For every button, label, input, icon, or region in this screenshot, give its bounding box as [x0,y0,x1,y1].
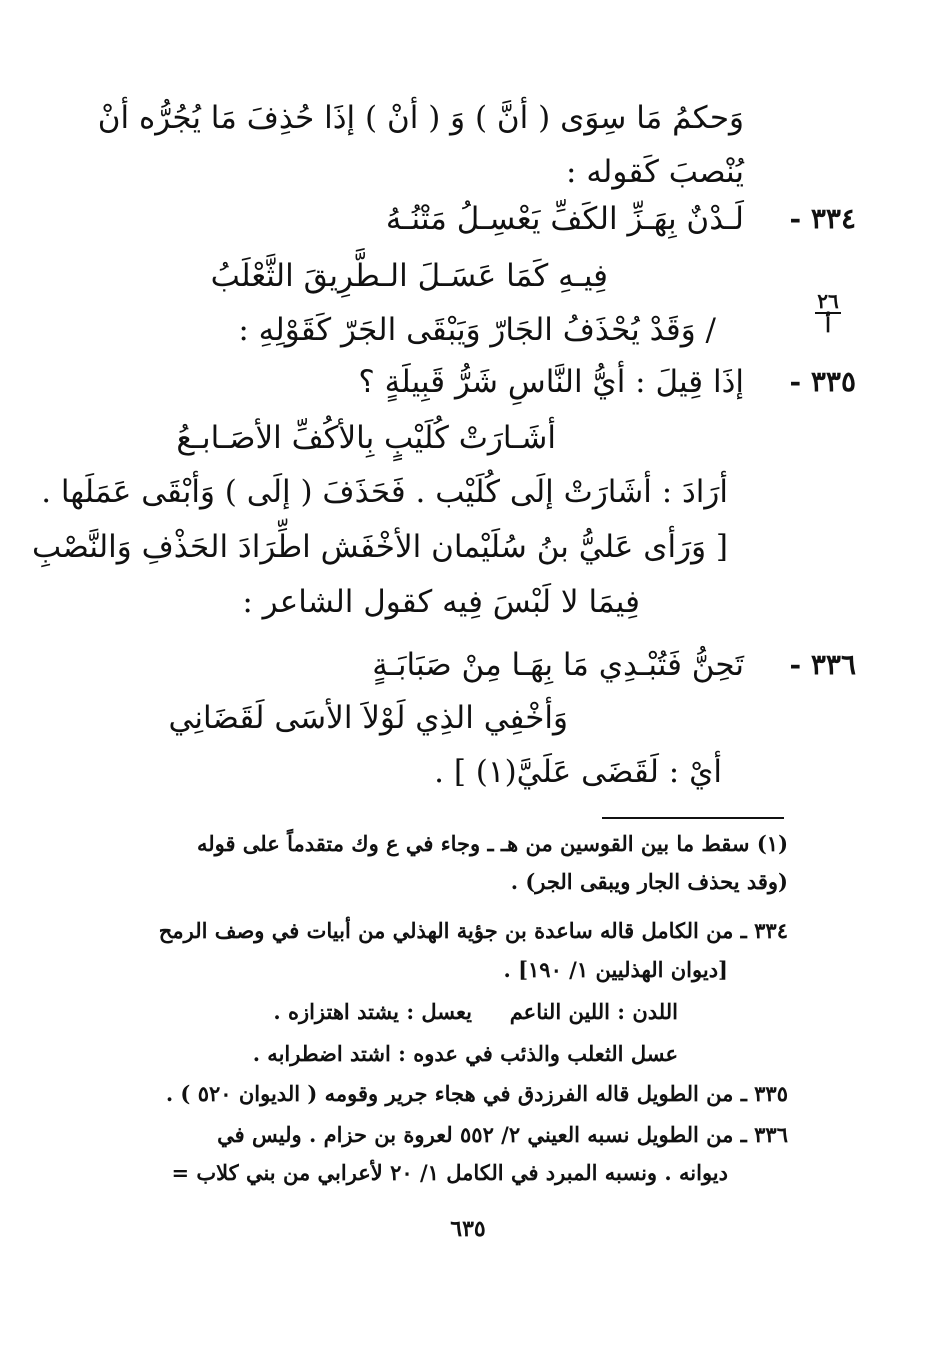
footnote-line: ٣٣٤ ـ من الكامل قاله ساعدة بن جؤية الهذلي من أبيات في وصف الرمح [158,918,788,943]
text-line: يُنْصبَ كَقوله : [566,154,744,190]
footnote-line: ٣٣٦ ـ من الطويل نسبه العيني ٢/ ٥٥٢ لعروة بن حزام . وليس في [217,1122,788,1147]
verse-hemistich: فِيـهِ كَمَا عَسَـلَ الـطَّرِيقَ الثَّعْلَبُ [210,258,608,294]
folio-number: ٢٦ [817,289,839,313]
text-line: فِيمَا لا لَبْسَ فِيه كقول الشاعر : [242,584,640,620]
text-line: / وَقَدْ يُحْذَفُ الجَارّ وَيَبْقَى الجَرّ كَقَوْلِهِ : [238,312,716,348]
footnote-line: يعسل : يشتد اهتزازه . [273,999,472,1024]
footnote-line: عسل الثعلب والذئب في عدوه : اشتد اضطرابه . [252,1041,678,1066]
verse-hemistich: وَأخْفِي الذِي لَوْلاَ الأسَى لَقَضَانِي [168,700,568,736]
folio-side: أ [825,313,831,337]
verse-hemistich: تَحِنُّ فَتُبْـدِي مَا بِهَـا مِنْ صَبَابَـةٍ [372,647,744,683]
verse-hemistich: لَـدْنٌ بِهَـزِّ الكَفِّ يَعْسِـلُ مَتْنُـهُ [385,201,744,237]
footnote-line: (١) سقط ما بين القوسين من هـ ـ وجاء في ع وك متقدماً على قوله [196,831,788,856]
footnote-line: (وقد يحذف الجار ويبقى الجر) . [510,869,788,894]
verse-number: ٣٣٤ - [789,202,856,235]
text-line: [ وَرَأى عَليُّ بنُ سُلَيْمان الأخْفَش اطِّرَادَ الحَذْفِ وَالنَّصْبِ [32,529,728,565]
footnote-line: اللدن : اللين الناعم [509,999,678,1024]
text-line: وَحكمُ مَا سِوَى ( أنَّ ) وَ ( أنْ ) إذَا حُذِفَ مَا يُجُرُّه أنْ [97,100,744,136]
footnote-line: ديوانه . ونسبه المبرد في الكامل ١/ ٢٠ لأعرابي من بني كلاب = [171,1160,728,1185]
verse-hemistich: إذَا قِيلَ : أيُّ النَّاسِ شَرُّ قَبِيلَةٍ ؟ [358,364,744,400]
text-line: أرَادَ : أشَارَتْ إلَى كُلَيْب . فَحَذَفَ ( إلَى ) وَأبْقَى عَمَلَها . [41,474,728,510]
text-line: أيْ : لَقَضَى عَلَيَّ(١) ] . [434,754,722,790]
footnote-line: ٣٣٥ ـ من الطويل قاله الفرزدق في هجاء جرير وقومه ( الديوان ٥٢٠ ) . [165,1081,788,1106]
verse-hemistich: أشَـارَتْ كُلَيْبٍ بِالأكُفِّ الأصَـابـعُ [176,420,556,456]
footnote-line: [ديوان الهذليين ١/ ١٩٠] . [503,957,728,982]
footnote-separator [602,817,784,819]
manuscript-folio-ref [808,289,848,337]
page-number: ٦٣٥ [450,1216,486,1242]
verse-number: ٣٣٥ - [789,365,856,398]
verse-number: ٣٣٦ - [789,648,856,681]
